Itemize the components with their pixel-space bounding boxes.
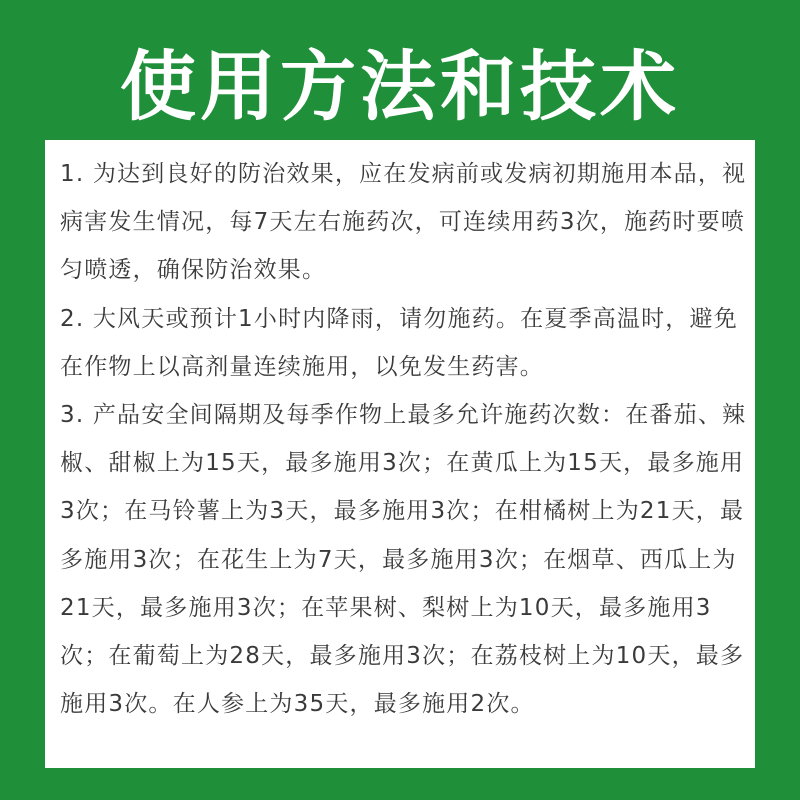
- page-title: 使用方法和技术: [120, 42, 680, 131]
- instructions-panel: [45, 140, 755, 768]
- instruction-paragraph-1: 1. 为达到良好的防治效果，应在发病前或发病初期施用本品，视病害发生情况，每7天左右施药次，可连续用药3次，施药时要喷匀喷透，确保防治效果。: [60, 161, 747, 284]
- instructions-text: [60, 150, 750, 728]
- instruction-paragraph-3: 3. 产品安全间隔期及每季作物上最多允许施药次数：在番茄、辣椒、甜椒上为15天，最多施用3次；在黄瓜上为15天，最多施用3次；在马铃薯上为3天，最多施用3次；在柑橘树上为21天，最多施用3次；在花生上为7天，最多施用3次；在烟草、西瓜上为21天，最多施用3次；在苹果树、梨树上为10天，最多施用3次；在葡萄上为28天，最多施用3次；在荔枝树上为10天，最多施用3次。在人参上为35天，最多施用2次。: [60, 402, 747, 718]
- instruction-paragraph-2: 2. 大风天或预计1小时内降雨，请勿施药。在夏季高温时，避免在作物上以高剂量连续施用，以免发生药害。: [60, 305, 738, 380]
